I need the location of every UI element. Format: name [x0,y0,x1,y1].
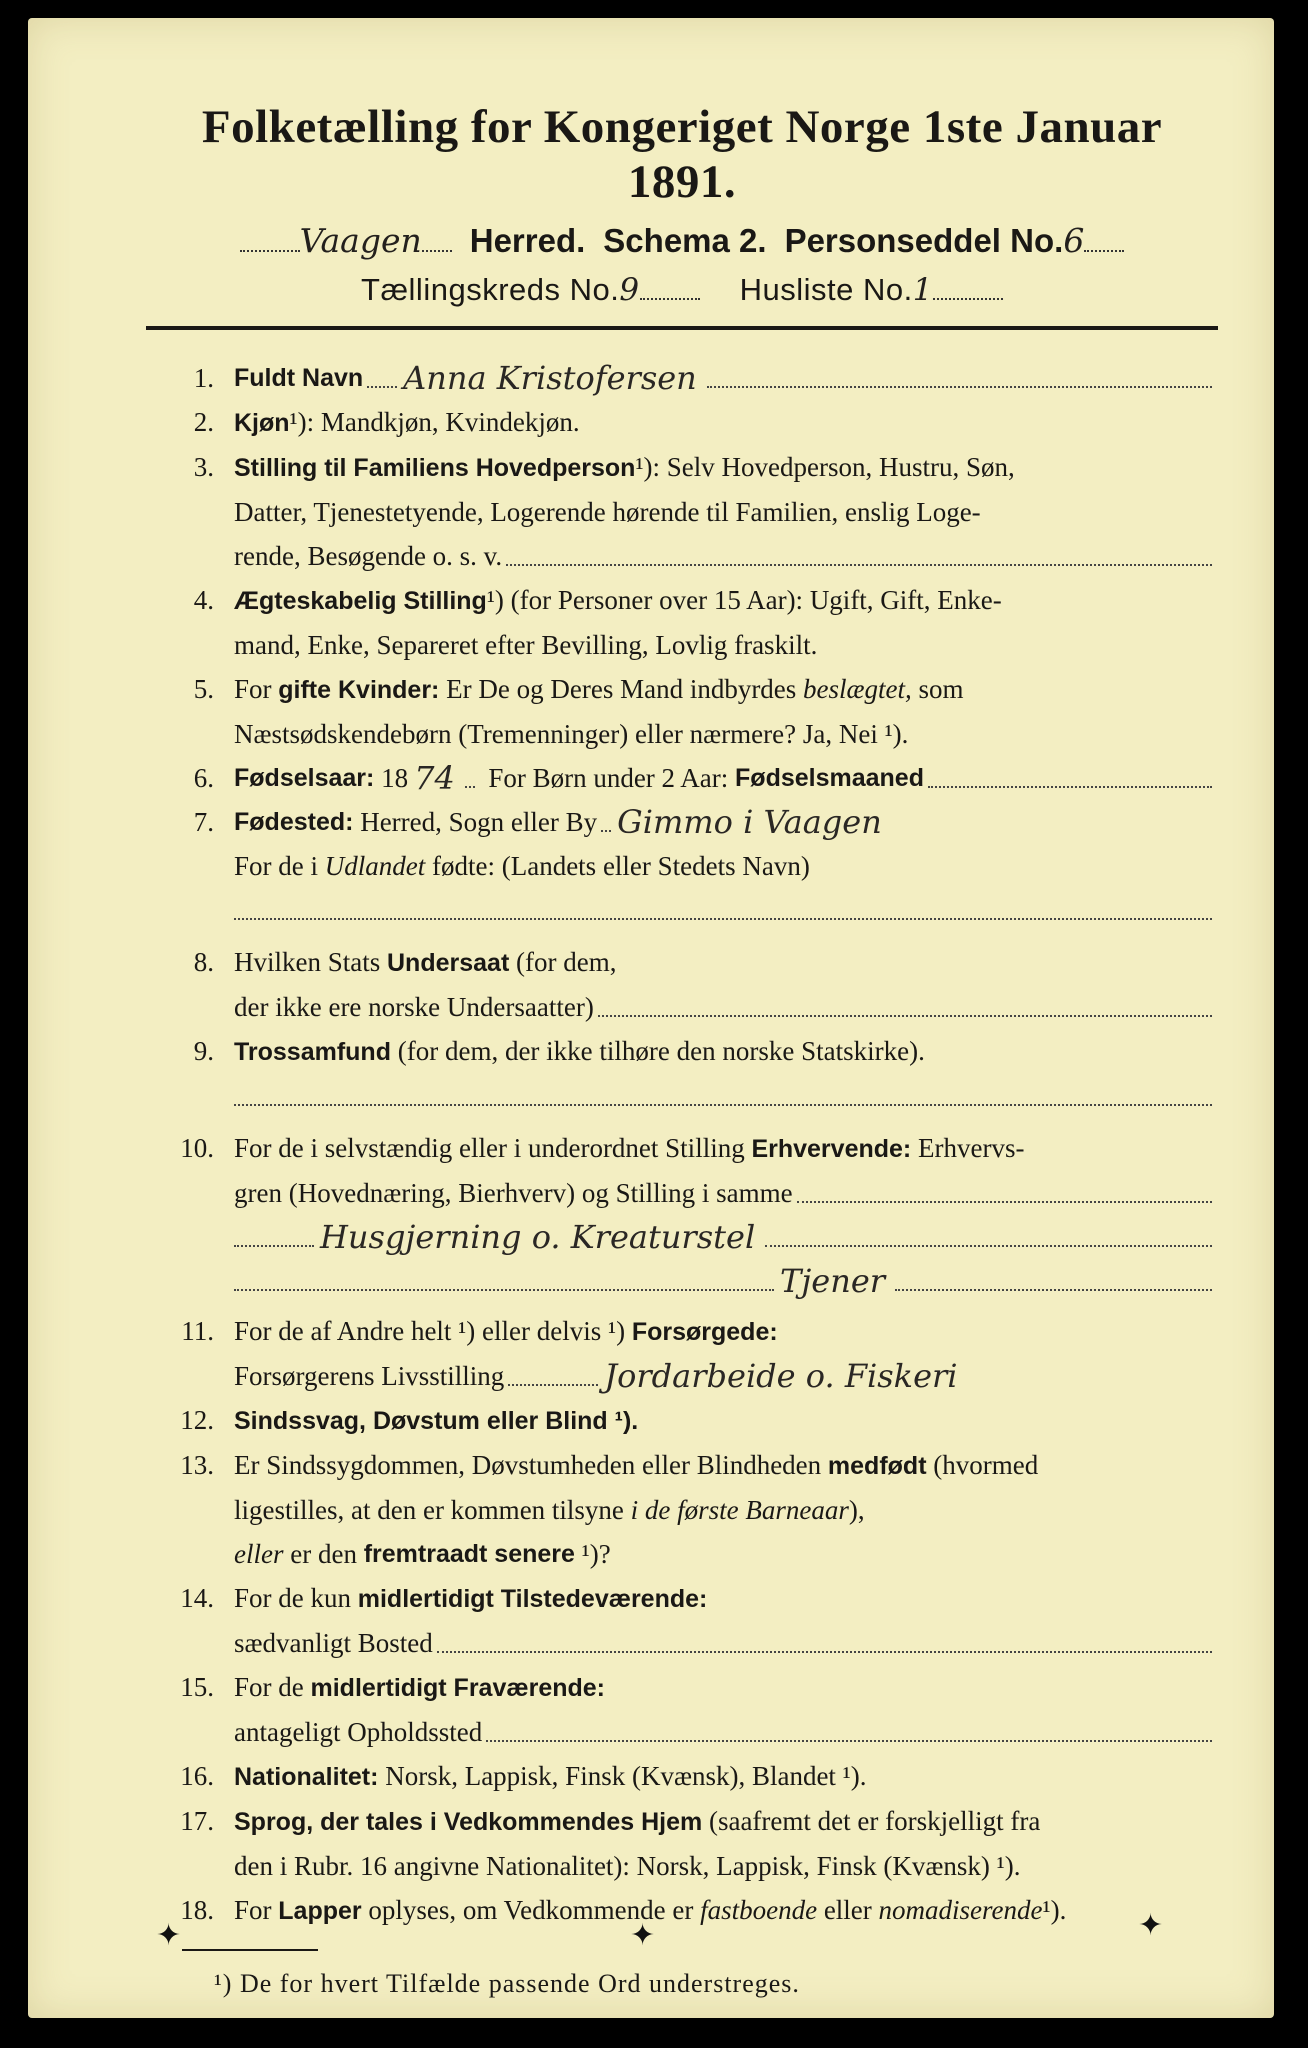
personseddel-label: Personseddel No. [784,221,1064,259]
item-text: (for dem, der ikke tilhøre den norske Statskirke). [397,1035,925,1066]
item-number: 17. [180,1805,214,1836]
item-6 [152,756,1212,800]
occupation-value: Husgjerning o. Kreaturstel [320,1217,756,1256]
item-text: rende, Besøgende o. s. v. [234,540,503,571]
item-label: Undersaat [387,948,510,977]
item-text: For Børn under 2 Aar: [488,762,729,793]
item-number: 12. [180,1404,214,1435]
item-3-cont-2 [152,534,1212,578]
form-subheader-2 [152,272,1212,308]
item-label: Kjøn [234,408,290,437]
item-text: ligestilles, at den er kommen tilsyne [234,1494,624,1525]
item-text: Herred, Sogn eller By [360,806,598,837]
item-label: Sprog, der tales i Vedkommendes Hjem [234,1807,703,1836]
item-label: fremtraadt senere [363,1539,575,1568]
item-text: For [234,1894,272,1925]
item-text: eller [234,1538,284,1569]
item-label: Nationalitet: [234,1762,379,1791]
item-2 [152,400,1212,445]
provider-occupation-value: Jordarbeide o. Fiskeri [604,1356,958,1395]
herred-name: Vaagen [299,220,422,260]
form-content [152,100,1212,1999]
birthplace-value: Gimmo i Vaagen [617,802,882,841]
item-text: ¹): Mandkjøn, Kvindekjøn. [289,406,580,437]
item-label: Fødselsmaaned [735,763,924,792]
item-12 [152,1398,1212,1443]
item-label: Sindssvag, Døvstum eller Blind ¹). [234,1406,639,1435]
item-text: ¹). [1042,1894,1067,1925]
schema-label: Schema 2. [603,221,767,259]
item-3-cont [152,490,1212,534]
item-text: For de i [234,850,318,881]
item-label: Lapper [278,1896,362,1925]
pin-mark-icon: ✦ [630,1919,656,1952]
item-9-blank-line [152,1074,1212,1118]
item-7 [152,800,1212,844]
census-form-sheet [28,18,1274,2018]
item-15-cont [152,1710,1212,1754]
form-title: Folketælling for Kongeriget Norge 1ste Januar 1891. [201,101,1163,209]
footnote-divider [182,1949,318,1951]
item-text: beslægtet, [803,673,912,704]
item-text: Er Sindssygdommen, Døvstumheden eller Blindheden [234,1449,822,1480]
item-text: ¹): Selv Hovedperson, Hustru, Søn, [635,451,1015,482]
pin-mark-icon: ✦ [1138,1909,1164,1942]
item-10-cont [152,1171,1212,1215]
item-17-cont [152,1844,1212,1888]
item-number: 6. [193,762,214,793]
item-number: 2. [193,406,214,437]
form-subheader [152,221,1212,260]
birth-year-value: 74 [414,758,455,797]
item-label: Stilling til Familiens Hovedperson [234,453,636,482]
item-label: Forsørgede: [631,1317,778,1346]
item-text: den i Rubr. 16 angivne Nationalitet): Norsk, Lappisk, Finsk (Kvænsk) ¹). [234,1850,1021,1881]
item-3 [152,445,1212,490]
herred-label: Herred. [469,221,586,259]
item-17 [152,1799,1212,1844]
item-text: Er De og Deres Mand indbyrdes [446,673,797,704]
item-text: Erhvervs- [918,1132,1025,1163]
form-items [152,356,1212,1933]
item-number: 11. [181,1315,214,1346]
item-7-blank-line [152,888,1212,932]
item-text: Datter, Tjenestetyende, Logerende hørende til Familien, enslig Loge- [234,496,981,527]
item-text: ¹)? [581,1538,611,1569]
item-label: midlertidigt Fraværende: [310,1673,605,1702]
item-5 [152,667,1212,712]
item-15 [152,1665,1212,1710]
item-text: (hvormed [933,1449,1039,1480]
husliste-number: 1 [912,271,933,308]
header-divider [146,326,1218,330]
item-number: 16. [180,1760,214,1791]
item-11-cont [152,1354,1212,1398]
item-text: der ikke ere norske Undersaatter) [234,991,594,1022]
occupation-position-value: Tjener [780,1261,886,1300]
item-text: Udlandet [324,850,426,881]
year-prefix: 18 [381,762,409,793]
item-label: Fødested: [234,807,354,836]
husliste-label: Husliste No. [739,271,913,307]
item-4-cont [152,623,1212,667]
pin-mark-icon: ✦ [156,1919,182,1952]
item-text: i de første Barneaar [630,1494,849,1525]
item-text: For de af Andre helt ¹) eller delvis ¹) [234,1315,626,1346]
item-number: 7. [193,806,214,837]
item-number: 15. [180,1671,214,1702]
item-text: som [918,673,964,704]
item-label: Trossamfund [234,1037,391,1066]
item-14-cont [152,1621,1212,1665]
item-text: For de i selvstændig eller i underordnet Stilling [234,1132,745,1163]
item-13-cont-2 [152,1532,1212,1576]
item-13-cont [152,1488,1212,1532]
item-text: mand, Enke, Separeret efter Bevilling, Lovlig fraskilt. [234,629,818,660]
kreds-number: 9 [619,271,640,308]
item-number: 4. [193,584,214,615]
item-11 [152,1309,1212,1354]
item-text: oplyses, om Vedkommende er [368,1894,694,1925]
item-text: fødte: (Landets eller Stedets Navn) [432,850,810,881]
item-text: (saafremt det er forskjelligt fra [708,1805,1041,1836]
item-text: antageligt Opholdssted [234,1716,483,1747]
item-text: er den [290,1538,357,1569]
item-text: For [234,673,272,704]
item-text: (for dem, [516,946,617,977]
item-label: midlertidigt Tilstedeværende: [357,1584,708,1613]
footnote: ¹) De for hvert Tilfælde passende Ord understreges. [214,1968,800,1998]
item-text: Hvilken Stats [234,946,381,977]
item-label: medfødt [827,1451,927,1480]
item-number: 18. [180,1894,214,1925]
item-text: Forsørgerens Livsstilling [234,1360,505,1391]
item-text: Norsk, Lappisk, Finsk (Kvænsk), Blandet ¹). [385,1760,867,1791]
item-text: sædvanligt Bosted [234,1627,433,1658]
item-text: ), [848,1494,865,1525]
kreds-label: Tællingskreds No. [361,271,620,307]
item-10-value-line [152,1215,1212,1259]
item-text: fastboende [700,1894,818,1925]
item-7-cont [152,844,1212,888]
item-label: Fødselsaar: [234,763,375,792]
item-13 [152,1443,1212,1488]
item-10-value-line-2 [152,1259,1212,1303]
item-text: For de [234,1671,304,1702]
item-number: 14. [180,1582,214,1613]
item-label: gifte Kvinder: [278,675,440,704]
item-1 [152,356,1212,400]
item-label: Fuldt Navn [234,363,364,392]
item-number: 9. [193,1035,214,1066]
item-number: 5. [193,673,214,704]
item-8 [152,940,1212,985]
item-5-cont [152,712,1212,756]
item-text: Næstsødskendebørn (Tremenninger) eller nærmere? Ja, Nei ¹). [234,718,909,749]
item-number: 13. [180,1449,214,1480]
item-text: eller [823,1894,872,1925]
item-text: nomadiserende [878,1894,1043,1925]
item-18 [152,1888,1212,1933]
item-8-cont [152,985,1212,1029]
item-text: ¹) (for Personer over 15 Aar): Ugift, Gift, Enke- [486,584,1002,615]
item-number: 8. [193,946,214,977]
item-10 [152,1126,1212,1171]
item-16 [152,1754,1212,1799]
item-text: gren (Hovednæring, Bierhverv) og Stilling i samme [234,1177,793,1208]
item-number: 3. [193,451,214,482]
item-number: 1. [193,362,214,393]
personseddel-number: 6 [1063,220,1085,260]
item-4 [152,578,1212,623]
full-name-value: Anna Kristofersen [403,358,697,397]
item-text: For de kun [234,1582,351,1613]
item-9 [152,1029,1212,1074]
item-label: Erhvervende: [751,1134,912,1163]
item-number: 10. [180,1132,214,1163]
item-14 [152,1576,1212,1621]
item-label: Ægteskabelig Stilling [234,586,487,615]
